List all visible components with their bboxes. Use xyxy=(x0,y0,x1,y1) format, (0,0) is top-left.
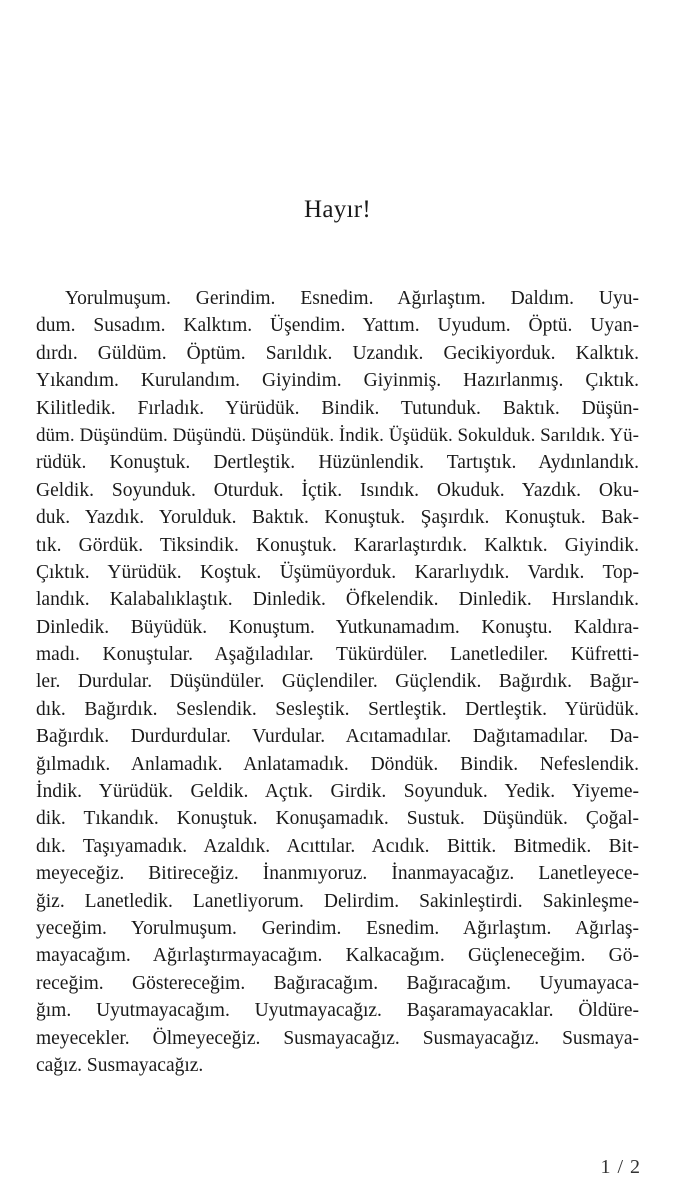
text-line: duk. Yazdık. Yorulduk. Baktık. Konuştuk. Şaşırdık. Konuştuk. Bak- xyxy=(36,507,639,529)
text-line: cağız. Susmayacağız. xyxy=(36,1054,204,1076)
text-line: Çıktık. Yürüdük. Koştuk. Üşümüyorduk. Kararlıydık. Vardık. Top- xyxy=(36,561,639,583)
text-line: ğiz. Lanetledik. Lanetliyorum. Delirdim. Sakinleştirdi. Sakinleşme- xyxy=(36,890,639,912)
page-title: Hayır! xyxy=(303,196,372,223)
text-line: tık. Gördük. Tiksindik. Konuştuk. Kararlaştırdık. Kalktık. Giyindik. xyxy=(36,534,639,556)
text-line: meyecekler. Ölmeyeceğiz. Susmayacağız. Susmayacağız. Susmaya- xyxy=(36,1027,639,1049)
text-line: mayacağım. Ağırlaştırmayacağım. Kalkacağım. Güçleneceğim. Gö- xyxy=(36,945,639,967)
text-line: Yorulmuşum. Gerindim. Esnedim. Ağırlaştım. Daldım. Uyu- xyxy=(65,288,639,309)
text-line: dum. Susadım. Kalktım. Üşendim. Yattım. Uyudum. Öptü. Uyan- xyxy=(36,315,639,337)
text-line: Geldik. Soyunduk. Oturduk. İçtik. Isındık. Okuduk. Yazdık. Oku- xyxy=(36,479,639,501)
text-line: Yıkandım. Kurulandım. Giyindim. Giyinmiş. Hazırlanmış. Çıktık. xyxy=(36,370,639,392)
text-line: madı. Konuştular. Aşağıladılar. Tükürdüler. Lanetlediler. Küfretti- xyxy=(36,644,639,666)
text-line: landık. Kalabalıklaştık. Dinledik. Öfkelendik. Dinledik. Hırslandık. xyxy=(36,589,639,611)
text-line: İndik. Yürüdük. Geldik. Açtık. Girdik. Soyunduk. Yedik. Yiyeme- xyxy=(36,781,639,803)
page-number: 1 / 2 xyxy=(600,1156,641,1178)
text-line: dik. Tıkandık. Konuştuk. Konuşamadık. Sustuk. Düşündük. Çoğal- xyxy=(36,808,639,830)
body-paragraph xyxy=(36,285,639,1079)
text-line: dık. Taşıyamadık. Azaldık. Acıttılar. Acıdık. Bittik. Bitmedik. Bit- xyxy=(36,835,639,857)
text-line: rüdük. Konuştuk. Dertleştik. Hüzünlendik. Tartıştık. Aydınlandık. xyxy=(36,452,639,474)
text-line: Dinledik. Büyüdük. Konuştum. Yutkunamadım. Konuştu. Kaldıra- xyxy=(36,616,639,638)
text-line: dık. Bağırdık. Seslendik. Sesleştik. Sertleştik. Dertleştik. Yürüdük. xyxy=(36,698,639,720)
text-line: düm. Düşündüm. Düşündü. Düşündük. İndik. Üşüdük. Sokulduk. Sarıldık. Yü- xyxy=(36,424,639,446)
text-line: receğim. Göstereceğim. Bağıracağım. Bağıracağım. Uyumayaca- xyxy=(36,972,639,994)
text-line: dırdı. Güldüm. Öptüm. Sarıldık. Uzandık. Gecikiyorduk. Kalktık. xyxy=(36,342,639,364)
text-line: ğım. Uyutmayacağım. Uyutmayacağız. Başaramayacaklar. Öldüre- xyxy=(36,1000,639,1022)
text-line: yeceğim. Yorulmuşum. Gerindim. Esnedim. Ağırlaştım. Ağırlaş- xyxy=(36,917,639,939)
text-line: meyeceğiz. Bitireceğiz. İnanmıyoruz. İnanmayacağız. Lanetleyece- xyxy=(36,863,639,885)
text-line: ğılmadık. Anlamadık. Anlatamadık. Döndük. Bindik. Nefeslendik. xyxy=(36,753,639,775)
text-line: Bağırdık. Durdurdular. Vurdular. Acıtamadılar. Dağıtamadılar. Da- xyxy=(36,726,639,748)
text-line: ler. Durdular. Düşündüler. Güçlendiler. Güçlendik. Bağırdık. Bağır- xyxy=(36,671,639,693)
text-line: Kilitledik. Fırladık. Yürüdük. Bindik. Tutunduk. Baktık. Düşün- xyxy=(36,397,639,419)
